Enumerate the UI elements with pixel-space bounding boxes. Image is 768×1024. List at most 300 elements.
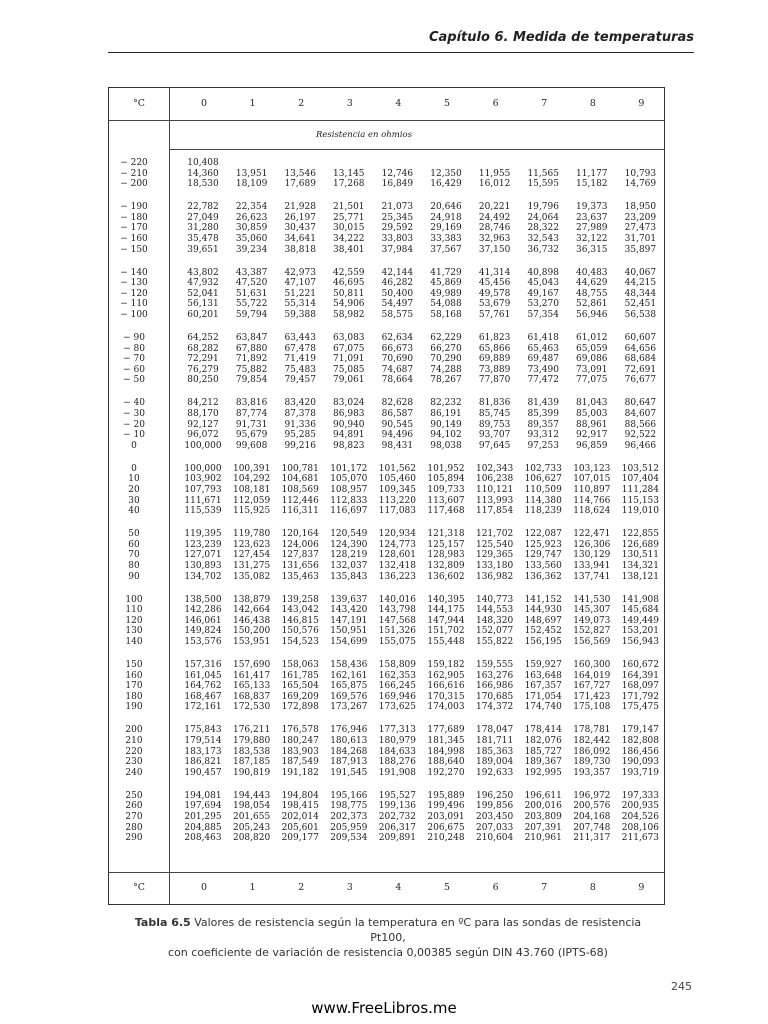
resistance-cell: 158,809 bbox=[378, 660, 416, 670]
resistance-cell: 84,607 bbox=[624, 409, 657, 419]
temperature-cell: 120 bbox=[125, 615, 143, 626]
resistance-cell: 144,553 bbox=[475, 605, 514, 616]
resistance-cell: 142,664 bbox=[232, 605, 271, 616]
resistance-cell: 65,866 bbox=[478, 343, 511, 354]
resistance-cell: 208,106 bbox=[621, 822, 659, 833]
resistance-cell: 146,815 bbox=[281, 615, 319, 626]
resistance-cell: 147,568 bbox=[378, 615, 416, 626]
temperature-cell: − 120 bbox=[120, 288, 148, 299]
resistance-cell: 191,182 bbox=[281, 767, 319, 778]
resistance-cell: 63,847 bbox=[235, 333, 268, 343]
resistance-cell: 190,457 bbox=[184, 767, 222, 778]
resistance-cell: 154,523 bbox=[281, 637, 319, 647]
resistance-cell: 130,511 bbox=[621, 550, 659, 561]
resistance-cell: 107,015 bbox=[573, 474, 611, 485]
resistance-cell: 179,880 bbox=[232, 736, 271, 746]
resistance-cell: 131,275 bbox=[232, 561, 271, 571]
resistance-cell: 195,166 bbox=[330, 790, 368, 801]
footer-url[interactable]: www.FreeLibros.me bbox=[311, 999, 457, 1017]
resistance-cell: 129,365 bbox=[475, 550, 514, 561]
resistance-cell: 90,940 bbox=[333, 419, 365, 430]
resistance-cell: 175,475 bbox=[621, 702, 659, 713]
temperature-cell: 10 bbox=[128, 474, 140, 485]
temperature-cell: − 200 bbox=[120, 179, 148, 190]
table-row bbox=[109, 605, 664, 615]
resistance-cell: 198,415 bbox=[281, 801, 319, 812]
footer-divider bbox=[109, 872, 664, 873]
table-row bbox=[109, 768, 664, 778]
resistance-cell: 84,212 bbox=[187, 398, 219, 409]
resistance-cell: 171,423 bbox=[573, 691, 611, 702]
temperature-cell: − 220 bbox=[120, 158, 148, 168]
resistance-cell: 16,012 bbox=[478, 179, 511, 190]
temperature-cell: 180 bbox=[125, 691, 143, 702]
temperature-cell: − 50 bbox=[123, 375, 145, 386]
resistance-cell: 60,607 bbox=[624, 333, 657, 343]
resistance-cell: 200,576 bbox=[573, 801, 611, 812]
resistance-cell: 24,918 bbox=[430, 212, 462, 223]
resistance-cell: 200,935 bbox=[621, 801, 659, 812]
table-row bbox=[109, 681, 664, 691]
resistance-cell: 124,006 bbox=[281, 539, 319, 550]
resistance-cell: 205,243 bbox=[232, 822, 271, 833]
resistance-cell: 78,664 bbox=[381, 375, 414, 386]
resistance-cell: 43,387 bbox=[235, 267, 268, 278]
resistance-cell: 86,983 bbox=[333, 409, 365, 419]
resistance-cell: 86,587 bbox=[381, 409, 414, 419]
resistance-cell: 64,656 bbox=[624, 343, 657, 354]
resistance-cell: 38,818 bbox=[284, 244, 316, 255]
resistance-cell: 139,637 bbox=[330, 594, 368, 605]
resistance-cell: 94,891 bbox=[333, 430, 365, 441]
resistance-cell: 22,782 bbox=[187, 202, 219, 213]
resistance-cell: 198,775 bbox=[330, 801, 368, 812]
resistance-cell: 45,869 bbox=[430, 278, 462, 289]
table-row bbox=[109, 289, 664, 299]
resistance-cell: 132,418 bbox=[378, 561, 416, 571]
resistance-cell: 63,443 bbox=[284, 333, 316, 343]
resistance-cell: 94,496 bbox=[381, 430, 414, 441]
resistance-cell: 58,168 bbox=[430, 310, 462, 320]
resistance-cell: 112,446 bbox=[281, 495, 319, 506]
resistance-cell: 87,378 bbox=[284, 409, 316, 419]
resistance-cell: 75,483 bbox=[284, 364, 316, 375]
temperature-cell: 240 bbox=[125, 767, 143, 778]
resistance-cell: 97,645 bbox=[478, 440, 511, 451]
resistance-cell: 182,076 bbox=[524, 736, 562, 746]
resistance-cell: 137,741 bbox=[573, 571, 611, 582]
resistance-cell: 189,367 bbox=[524, 757, 562, 768]
resistance-cell: 206,675 bbox=[427, 822, 465, 833]
resistance-cell: 112,833 bbox=[330, 495, 368, 506]
resistance-cell: 184,998 bbox=[427, 746, 465, 757]
resistance-cell: 124,773 bbox=[378, 539, 416, 550]
resistance-cell: 178,414 bbox=[524, 725, 562, 736]
resistance-cell: 169,209 bbox=[281, 691, 319, 702]
resistance-cell: 83,024 bbox=[333, 398, 365, 409]
resistance-cell: 144,930 bbox=[524, 605, 562, 616]
resistance-cell: 96,072 bbox=[187, 430, 219, 441]
resistance-cell: 192,633 bbox=[475, 767, 514, 778]
resistance-cell: 108,957 bbox=[330, 485, 368, 495]
resistance-cell: 77,472 bbox=[527, 375, 559, 386]
header-column-1: 1 bbox=[249, 98, 256, 109]
footer-column-0: 0 bbox=[201, 882, 207, 893]
resistance-cell: 197,333 bbox=[621, 790, 659, 801]
temperature-cell: 220 bbox=[125, 746, 143, 757]
table-row bbox=[109, 268, 664, 278]
table-header-row bbox=[109, 94, 664, 114]
table-row bbox=[109, 812, 664, 822]
resistance-cell: 194,443 bbox=[232, 790, 271, 801]
resistance-cell: 159,555 bbox=[475, 660, 514, 670]
resistance-cell: 16,429 bbox=[430, 179, 462, 190]
table-row bbox=[109, 550, 664, 560]
resistance-cell: 120,164 bbox=[281, 529, 319, 540]
resistance-cell: 154,699 bbox=[330, 637, 368, 647]
resistance-cell: 69,086 bbox=[576, 354, 608, 365]
resistance-cell: 33,383 bbox=[430, 234, 462, 244]
resistance-cell: 211,317 bbox=[573, 833, 611, 844]
table-row bbox=[109, 616, 664, 626]
resistance-cell: 131,656 bbox=[281, 561, 319, 571]
resistance-cell: 157,316 bbox=[184, 660, 222, 670]
table-row bbox=[109, 692, 664, 702]
resistance-cell: 28,746 bbox=[478, 223, 511, 234]
resistance-cell: 75,085 bbox=[333, 364, 365, 375]
resistance-cell: 167,727 bbox=[573, 681, 611, 692]
table-row bbox=[109, 791, 664, 801]
resistance-cell: 35,478 bbox=[187, 234, 219, 244]
resistance-cell: 58,982 bbox=[333, 310, 365, 320]
table-row bbox=[109, 833, 664, 843]
resistance-cell: 183,173 bbox=[184, 746, 222, 757]
footer-column-5: 5 bbox=[444, 882, 450, 893]
resistance-cell: 13,951 bbox=[235, 168, 268, 179]
resistance-cell: 180,247 bbox=[281, 736, 319, 746]
resistance-cell: 30,015 bbox=[333, 223, 365, 234]
resistance-cell: 158,436 bbox=[330, 660, 368, 670]
resistance-cell: 103,902 bbox=[184, 474, 222, 485]
resistance-cell: 171,792 bbox=[621, 691, 659, 702]
resistance-cell: 17,268 bbox=[333, 179, 365, 190]
resistance-cell: 108,181 bbox=[232, 485, 271, 495]
resistance-cell: 187,185 bbox=[232, 757, 271, 768]
resistance-cell: 161,785 bbox=[281, 670, 319, 681]
resistance-cell: 125,157 bbox=[427, 539, 465, 550]
resistance-cell: 79,854 bbox=[235, 375, 268, 386]
resistance-cell: 184,268 bbox=[330, 746, 368, 757]
temperature-cell: 40 bbox=[128, 506, 140, 517]
temperature-cell: 190 bbox=[125, 702, 143, 713]
resistance-cell: 186,456 bbox=[621, 746, 659, 757]
resistance-cell: 86,191 bbox=[430, 409, 462, 419]
temperature-cell: − 210 bbox=[120, 168, 148, 179]
table-row bbox=[109, 365, 664, 375]
table-row bbox=[109, 409, 664, 419]
resistance-cell: 172,530 bbox=[232, 702, 271, 713]
resistance-cell: 160,672 bbox=[621, 660, 659, 670]
resistance-cell: 104,681 bbox=[281, 474, 319, 485]
temperature-cell: 60 bbox=[128, 539, 140, 550]
resistance-cell: 98,823 bbox=[333, 440, 365, 451]
table-row bbox=[109, 637, 664, 647]
table-row bbox=[109, 626, 664, 636]
resistance-cell: 53,270 bbox=[527, 299, 559, 310]
footer-column-7: 7 bbox=[541, 882, 548, 893]
resistance-cell: 28,322 bbox=[527, 223, 559, 234]
resistance-cell: 150,200 bbox=[232, 626, 271, 637]
resistance-cell: 181,345 bbox=[427, 736, 465, 746]
table-row bbox=[109, 474, 664, 484]
resistance-cell: 156,943 bbox=[621, 637, 659, 647]
resistance-cell: 204,168 bbox=[573, 812, 611, 822]
resistance-cell: 162,353 bbox=[378, 670, 416, 681]
table-row bbox=[109, 245, 664, 255]
table-row bbox=[109, 485, 664, 495]
resistance-cell: 168,097 bbox=[621, 681, 659, 692]
resistance-cell: 98,431 bbox=[381, 440, 414, 451]
resistance-cell: 81,439 bbox=[527, 398, 559, 409]
temperature-cell: 210 bbox=[125, 736, 143, 746]
resistance-cell: 180,613 bbox=[330, 736, 368, 746]
resistance-cell: 54,906 bbox=[333, 299, 365, 310]
resistance-cell: 51,221 bbox=[284, 288, 316, 299]
resistance-cell: 143,798 bbox=[378, 605, 416, 616]
temperature-cell: 250 bbox=[125, 790, 143, 801]
resistance-cell: 177,689 bbox=[427, 725, 465, 736]
resistance-cell: 71,892 bbox=[235, 354, 268, 365]
resistance-cell: 183,903 bbox=[281, 746, 319, 757]
resistance-cell: 209,177 bbox=[281, 833, 319, 844]
resistance-cell: 66,270 bbox=[430, 343, 462, 354]
resistance-cell: 26,623 bbox=[235, 212, 268, 223]
table-row bbox=[109, 398, 664, 408]
resistance-cell: 128,601 bbox=[378, 550, 416, 561]
resistance-cell: 118,239 bbox=[524, 506, 562, 517]
resistance-cell: 189,004 bbox=[475, 757, 514, 768]
resistance-cell: 190,819 bbox=[232, 767, 271, 778]
resistance-cell: 52,451 bbox=[624, 299, 657, 310]
resistance-cell: 179,514 bbox=[184, 736, 222, 746]
resistance-cell: 120,934 bbox=[378, 529, 416, 540]
resistance-cell: 141,908 bbox=[621, 594, 659, 605]
resistance-cell: 33,803 bbox=[381, 234, 414, 244]
resistance-cell: 174,372 bbox=[475, 702, 514, 713]
resistance-cell: 135,463 bbox=[281, 571, 319, 582]
resistance-cell: 93,312 bbox=[527, 430, 559, 441]
resistance-cell: 114,766 bbox=[573, 495, 611, 506]
chapter-heading: Capítulo 6. Medida de temperaturas bbox=[428, 30, 694, 45]
temperature-cell: 110 bbox=[125, 605, 143, 616]
resistance-cell: 151,326 bbox=[378, 626, 416, 637]
temperature-cell: 30 bbox=[128, 495, 140, 506]
resistance-cell: 42,559 bbox=[333, 267, 365, 278]
resistance-cell: 54,497 bbox=[381, 299, 414, 310]
footer-column-3: 3 bbox=[346, 882, 353, 893]
resistance-cell: 105,894 bbox=[427, 474, 465, 485]
resistance-cell: 21,073 bbox=[381, 202, 414, 213]
resistance-cell: 122,471 bbox=[573, 529, 611, 540]
resistance-cell: 153,951 bbox=[232, 637, 271, 647]
resistance-cell: 90,545 bbox=[381, 419, 414, 430]
resistance-cell: 99,608 bbox=[235, 440, 268, 451]
table-row bbox=[109, 725, 664, 735]
resistance-cell: 151,702 bbox=[427, 626, 465, 637]
table-row bbox=[109, 202, 664, 212]
temperature-cell: − 10 bbox=[123, 430, 145, 441]
resistance-cell: 65,463 bbox=[527, 343, 559, 354]
resistance-cell: 32,963 bbox=[478, 234, 511, 244]
resistance-cell: 145,307 bbox=[573, 605, 611, 616]
resistance-cell: 23,209 bbox=[624, 212, 657, 223]
resistance-cell: 68,684 bbox=[624, 354, 657, 365]
resistance-cell: 201,655 bbox=[232, 812, 271, 822]
resistance-cell: 79,457 bbox=[284, 375, 316, 386]
table-row bbox=[109, 671, 664, 681]
resistance-cell: 106,627 bbox=[524, 474, 562, 485]
resistance-cell: 110,897 bbox=[573, 485, 611, 495]
resistance-cell: 155,075 bbox=[378, 637, 416, 647]
resistance-cell: 10,793 bbox=[624, 168, 657, 179]
resistance-cell: 14,360 bbox=[187, 168, 219, 179]
resistance-cell: 150,951 bbox=[330, 626, 368, 637]
resistance-cell: 167,357 bbox=[524, 681, 562, 692]
resistance-cell: 164,762 bbox=[184, 681, 222, 692]
resistance-cell: 83,420 bbox=[284, 398, 316, 409]
table-row bbox=[109, 823, 664, 833]
resistance-cell: 30,859 bbox=[235, 223, 268, 234]
resistance-cell: 63,083 bbox=[333, 333, 365, 343]
temperature-cell: 50 bbox=[128, 529, 140, 540]
resistance-cell: 210,248 bbox=[427, 833, 465, 844]
resistance-cell: 153,201 bbox=[621, 626, 659, 637]
resistance-cell: 47,932 bbox=[187, 278, 219, 289]
resistance-cell: 81,836 bbox=[478, 398, 511, 409]
resistance-cell: 188,276 bbox=[378, 757, 416, 768]
temperature-cell: 100 bbox=[125, 594, 143, 605]
resistance-cell: 188,640 bbox=[427, 757, 465, 768]
resistance-cell: 127,071 bbox=[184, 550, 222, 561]
resistance-cell: 91,731 bbox=[235, 419, 268, 430]
resistance-cell: 99,216 bbox=[284, 440, 316, 451]
resistance-cell: 141,530 bbox=[573, 594, 611, 605]
unit-label: Resistencia en ohmios bbox=[315, 130, 413, 140]
resistance-cell: 133,180 bbox=[475, 561, 514, 571]
resistance-cell: 134,321 bbox=[621, 561, 659, 571]
table-row bbox=[109, 441, 664, 451]
resistance-cell: 143,420 bbox=[330, 605, 368, 616]
resistance-cell: 94,102 bbox=[430, 430, 462, 441]
resistance-cell: 148,697 bbox=[524, 615, 562, 626]
resistance-cell: 73,490 bbox=[527, 364, 559, 375]
resistance-cell: 109,733 bbox=[427, 485, 465, 495]
resistance-cell: 146,438 bbox=[232, 615, 271, 626]
resistance-cell: 95,679 bbox=[235, 430, 268, 441]
caption-line-2: con coeficiente de variación de resistencia 0,00385 según DIN 43.760 (IPTS-68) bbox=[168, 946, 608, 959]
resistance-cell: 135,843 bbox=[330, 571, 368, 582]
resistance-cell: 127,454 bbox=[232, 550, 271, 561]
resistance-cell: 164,019 bbox=[573, 670, 611, 681]
resistance-cell: 95,285 bbox=[284, 430, 316, 441]
resistance-cell: 59,388 bbox=[284, 310, 316, 320]
resistance-cell: 197,694 bbox=[184, 801, 222, 812]
resistance-cell: 41,314 bbox=[478, 267, 511, 278]
resistance-cell: 103,123 bbox=[573, 463, 611, 474]
resistance-cell: 191,908 bbox=[378, 767, 416, 778]
resistance-cell: 184,633 bbox=[378, 746, 416, 757]
resistance-cell: 123,239 bbox=[184, 539, 222, 550]
resistance-cell: 169,946 bbox=[378, 691, 416, 702]
resistance-cell: 61,418 bbox=[527, 333, 559, 343]
resistance-cell: 29,169 bbox=[430, 223, 462, 234]
resistance-cell: 11,565 bbox=[527, 168, 559, 179]
temperature-cell: 130 bbox=[125, 626, 143, 637]
resistance-cell: 199,136 bbox=[378, 801, 416, 812]
resistance-cell: 211,673 bbox=[621, 833, 659, 844]
resistance-cell: 113,607 bbox=[427, 495, 465, 506]
resistance-cell: 15,182 bbox=[576, 179, 608, 190]
footer-column-9: 9 bbox=[638, 882, 645, 893]
resistance-cell: 194,804 bbox=[281, 790, 319, 801]
resistance-cell: 179,147 bbox=[621, 725, 659, 736]
resistance-cell: 89,753 bbox=[478, 419, 511, 430]
resistance-cell: 26,197 bbox=[284, 212, 316, 223]
resistance-cell: 124,390 bbox=[330, 539, 368, 550]
resistance-cell: 176,946 bbox=[330, 725, 368, 736]
resistance-cell: 115,153 bbox=[621, 495, 659, 506]
resistance-cell: 72,291 bbox=[187, 354, 219, 365]
resistance-cell: 140,395 bbox=[427, 594, 465, 605]
resistance-cell: 155,822 bbox=[475, 637, 514, 647]
resistance-cell: 196,250 bbox=[475, 790, 514, 801]
resistance-cell: 39,651 bbox=[187, 244, 219, 255]
resistance-cell: 182,442 bbox=[573, 736, 611, 746]
resistance-cell: 149,449 bbox=[621, 615, 659, 626]
resistance-cell: 105,460 bbox=[378, 474, 416, 485]
resistance-cell: 89,357 bbox=[527, 419, 559, 430]
resistance-cell: 106,238 bbox=[475, 474, 514, 485]
resistance-cell: 76,677 bbox=[624, 375, 657, 386]
resistance-cell: 45,456 bbox=[478, 278, 511, 289]
resistance-cell: 59,794 bbox=[235, 310, 268, 320]
resistance-cell: 85,745 bbox=[478, 409, 511, 419]
resistance-cell: 132,037 bbox=[330, 561, 368, 571]
resistance-cell: 27,473 bbox=[624, 223, 657, 234]
header-rule bbox=[108, 52, 694, 53]
resistance-cell: 98,038 bbox=[430, 440, 462, 451]
resistance-cell: 82,628 bbox=[381, 398, 414, 409]
resistance-cell: 156,195 bbox=[524, 637, 562, 647]
resistance-cell: 90,149 bbox=[430, 419, 462, 430]
page-number: 245 bbox=[671, 980, 692, 993]
resistance-cell: 210,604 bbox=[475, 833, 514, 844]
resistance-cell: 201,295 bbox=[184, 812, 222, 822]
resistance-cell: 180,979 bbox=[378, 736, 416, 746]
resistance-cell: 49,578 bbox=[478, 288, 511, 299]
resistance-cell: 113,220 bbox=[378, 495, 416, 506]
resistance-cell: 115,539 bbox=[184, 506, 222, 517]
resistance-cell: 136,982 bbox=[475, 571, 514, 582]
resistance-cell: 187,549 bbox=[281, 757, 319, 768]
table-footer-row bbox=[109, 878, 664, 898]
resistance-cell: 175,843 bbox=[184, 725, 222, 736]
resistance-cell: 136,223 bbox=[378, 571, 416, 582]
resistance-cell: 92,522 bbox=[624, 430, 657, 441]
resistance-cell: 42,973 bbox=[284, 267, 316, 278]
resistance-cell: 40,898 bbox=[527, 267, 559, 278]
header-column-4: 4 bbox=[395, 98, 402, 109]
